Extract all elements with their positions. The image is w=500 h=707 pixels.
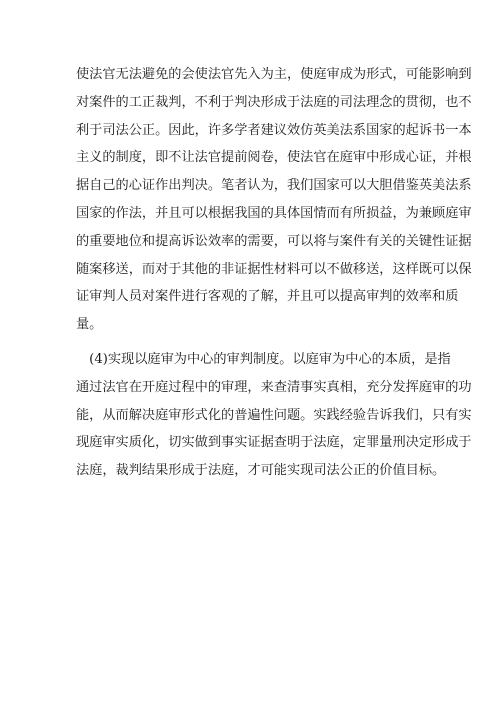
paragraph-2	[76, 346, 472, 485]
paragraph-line: 通过法官在开庭过程中的审理，来查清事实真相，充分发挥庭审的功	[76, 379, 472, 395]
paragraph-line: 据自己的心证作出判决。笔者认为，我们国家可以大胆借鉴英美法系	[76, 178, 472, 194]
paragraph-line: 随案移送，而对于其他的非证据性材料可以不做移送，这样既可以保	[76, 261, 472, 277]
paragraph-line: 现庭审实质化，切实做到事实证据查明于法庭，定罪量刑决定形成于	[76, 435, 472, 451]
paragraph-line: 法庭，裁判结果形成于法庭，才可能实现司法公正的价值目标。	[76, 463, 446, 479]
paragraph-line: 量。	[76, 317, 103, 333]
paragraph-line: 主义的制度，即不让法官提前阅卷，使法官在庭审中形成心证，并根	[76, 150, 472, 166]
paragraph-line: 利于司法公正。因此，许多学者建议效仿英美法系国家的起诉书一本	[76, 122, 472, 138]
paragraph-line: 使法官无法避免的会使法官先入为主，使庭审成为形式，可能影响到	[76, 67, 472, 82]
paragraph-line: 的重要地位和提高诉讼效率的需要，可以将与案件有关的关键性证据	[76, 233, 472, 249]
paragraph-line: 国家的作法，并且可以根据我国的具体国情而有所损益，为兼顾庭审	[76, 205, 472, 221]
paragraph-1	[76, 61, 472, 339]
paragraph-line: (4)实现以庭审为中心的审判制度。以庭审为中心的本质，是指	[76, 352, 451, 367]
paragraph-line: 对案件的工正裁判，不利于判决形成于法庭的司法理念的贯彻，也不	[76, 94, 472, 110]
paragraph-line: 证审判人员对案件进行客观的了解，并且可以提高审判的效率和质	[76, 289, 459, 305]
paragraph-line: 能，从而解决庭审形式化的普遍性问题。实践经验告诉我们，只有实	[76, 407, 472, 423]
